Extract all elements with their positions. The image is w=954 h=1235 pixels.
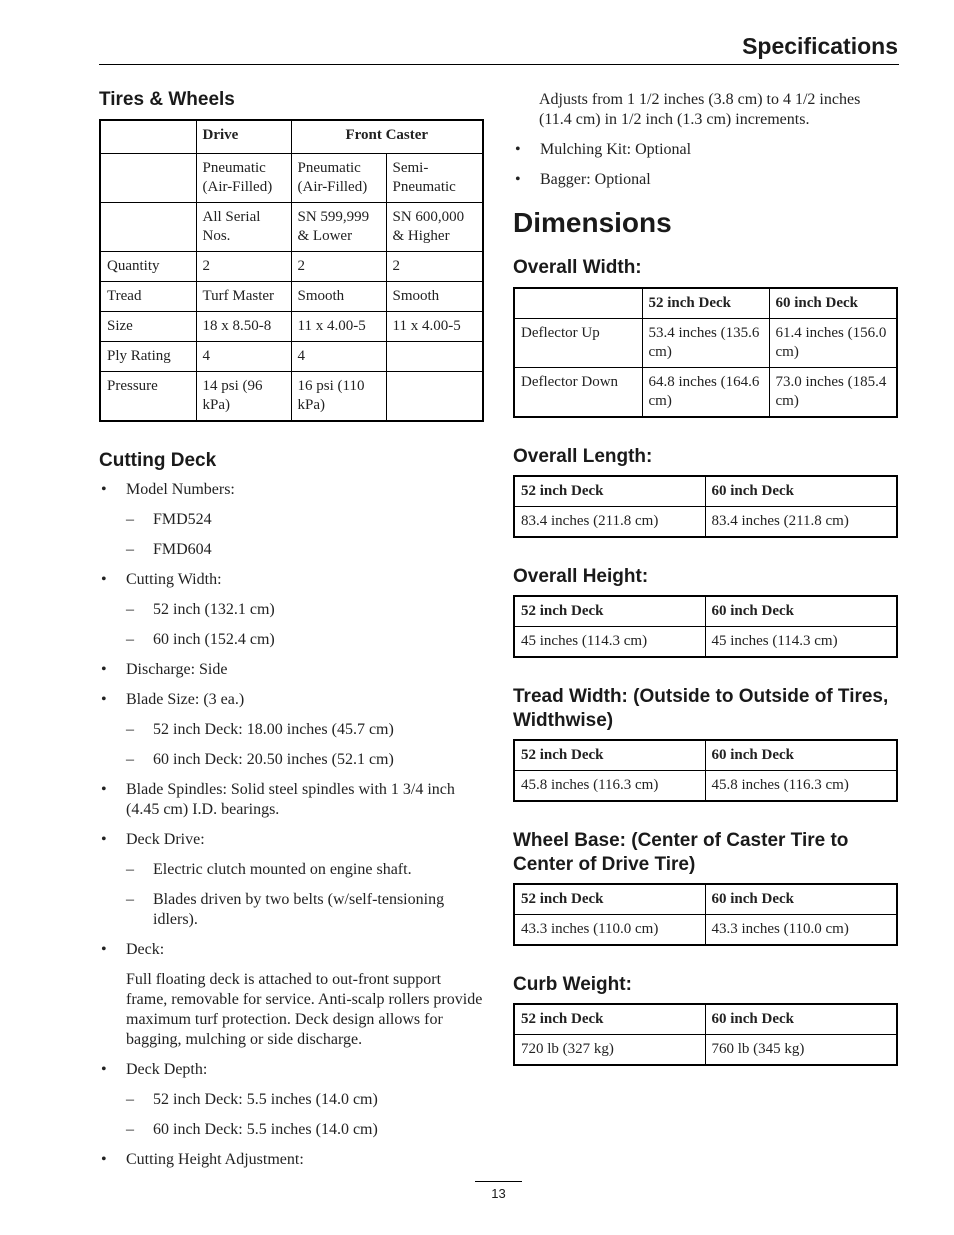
tread-width-table	[513, 739, 898, 802]
list-item: • Cutting Height Adjustment:	[99, 1150, 483, 1170]
deck-description: Full floating deck is attached to out-front support frame, removable for service. Anti-scalp rollers provide maximum turf protection. Deck design allows for bagging, mulching or side discharge.	[126, 970, 483, 1048]
table-cell: Deflector Down	[514, 368, 642, 418]
list-item-text: Deck:	[126, 940, 165, 958]
overall-length-table	[513, 475, 898, 538]
table-cell: Smooth	[291, 281, 386, 311]
left-column	[99, 88, 483, 1180]
table-row	[514, 915, 897, 946]
table-header: 52 inch Deck	[514, 476, 705, 507]
list-item	[99, 1060, 483, 1140]
cutting-height-description: Adjusts from 1 1/2 inches (3.8 cm) to 4 1/2 inches (11.4 cm) in 1/2 inch (1.3 cm) increments.	[539, 91, 861, 128]
table-cell: 61.4 inches (156.0 cm)	[769, 319, 897, 368]
list-item: – 60 inch Deck: 20.50 inches (52.1 cm)	[126, 750, 483, 770]
list-item-text: Deck Drive:	[126, 830, 205, 848]
list-item-text: Model Numbers:	[126, 480, 235, 498]
table-header: Drive	[196, 120, 291, 153]
table-cell: Pneumatic (Air-Filled)	[291, 153, 386, 202]
footer-rule	[475, 1181, 522, 1182]
sub-list	[126, 860, 483, 930]
table-cell: 64.8 inches (164.6 cm)	[642, 368, 769, 418]
list-item: – FMD604	[126, 540, 483, 560]
cutting-deck-heading: Cutting Deck	[99, 449, 217, 471]
table-cell: Size	[100, 311, 196, 341]
overall-width-table	[513, 287, 898, 418]
table-cell: 83.4 inches (211.8 cm)	[705, 507, 897, 538]
table-row	[514, 884, 897, 915]
list-item-text: Cutting Width:	[126, 570, 222, 588]
table-header: 52 inch Deck	[642, 288, 769, 319]
table-row	[514, 319, 897, 368]
sub-list	[126, 510, 483, 560]
header-rule	[99, 64, 899, 65]
table-row	[514, 288, 897, 319]
sub-list	[126, 720, 483, 770]
table-cell: 11 x 4.00-5	[386, 311, 483, 341]
table-header: Front Caster	[291, 120, 483, 153]
overall-height-table	[513, 595, 898, 658]
list-item: • Mulching Kit: Optional	[513, 140, 897, 160]
overall-length-heading: Overall Length:	[513, 446, 653, 467]
list-item: • Bagger: Optional	[513, 170, 897, 190]
table-header: 60 inch Deck	[769, 288, 897, 319]
tires-heading: Tires & Wheels	[99, 89, 235, 110]
sub-list	[126, 600, 483, 650]
curb-weight-heading: Curb Weight:	[513, 974, 632, 995]
table-cell: 43.3 inches (110.0 cm)	[705, 915, 897, 946]
wheel-base-heading: Wheel Base: (Center of Caster Tire to Center of Drive Tire)	[513, 830, 849, 875]
table-header: 60 inch Deck	[705, 1004, 897, 1035]
table-cell: Pneumatic (Air-Filled)	[196, 153, 291, 202]
right-column	[513, 90, 897, 1066]
dimensions-heading: Dimensions	[513, 207, 672, 238]
list-item: – FMD524	[126, 510, 483, 530]
list-item: • Blade Spindles: Solid steel spindles with 1 3/4 inch (4.45 cm) I.D. bearings.	[99, 780, 483, 820]
list-item: – 52 inch (132.1 cm)	[126, 600, 483, 620]
table-cell: 4	[196, 341, 291, 371]
table-header: 60 inch Deck	[705, 740, 897, 771]
tread-width-heading: Tread Width: (Outside to Outside of Tires, Widthwise)	[513, 686, 889, 731]
table-header: 60 inch Deck	[705, 476, 897, 507]
table-row	[514, 507, 897, 538]
options-list	[513, 140, 897, 190]
table-cell: Deflector Up	[514, 319, 642, 368]
sub-list	[126, 1090, 483, 1140]
table-row	[100, 311, 483, 341]
list-item	[99, 940, 483, 1050]
table-cell: 2	[386, 251, 483, 281]
list-item	[99, 480, 483, 560]
table-cell: 14 psi (96 kPa)	[196, 371, 291, 421]
table-row	[100, 153, 483, 202]
list-item	[99, 570, 483, 650]
table-cell: 45.8 inches (116.3 cm)	[514, 771, 705, 802]
table-cell: Ply Rating	[100, 341, 196, 371]
table-cell: 45 inches (114.3 cm)	[705, 627, 897, 658]
table-cell: Smooth	[386, 281, 483, 311]
list-item: – 52 inch Deck: 18.00 inches (45.7 cm)	[126, 720, 483, 740]
table-cell: 11 x 4.00-5	[291, 311, 386, 341]
cutting-deck-list	[99, 480, 483, 1170]
list-item-text: Deck Depth:	[126, 1060, 208, 1078]
table-cell	[386, 341, 483, 371]
list-item: – 52 inch Deck: 5.5 inches (14.0 cm)	[126, 1090, 483, 1110]
table-cell	[100, 153, 196, 202]
table-cell: 18 x 8.50-8	[196, 311, 291, 341]
table-cell: 45.8 inches (116.3 cm)	[705, 771, 897, 802]
list-item-text: Blade Size: (3 ea.)	[126, 690, 245, 708]
table-row	[100, 341, 483, 371]
table-cell: 45 inches (114.3 cm)	[514, 627, 705, 658]
table-row	[100, 120, 483, 153]
table-cell: 4	[291, 341, 386, 371]
table-cell: Tread	[100, 281, 196, 311]
table-cell	[100, 202, 196, 251]
table-cell: 2	[196, 251, 291, 281]
table-cell	[514, 288, 642, 319]
list-item	[99, 830, 483, 930]
table-cell	[386, 371, 483, 421]
table-header: 52 inch Deck	[514, 1004, 705, 1035]
table-cell: 720 lb (327 kg)	[514, 1035, 705, 1066]
list-item: – Electric clutch mounted on engine shaft.	[126, 860, 483, 880]
table-row	[514, 368, 897, 418]
table-cell: 73.0 inches (185.4 cm)	[769, 368, 897, 418]
list-item	[99, 690, 483, 770]
table-cell: 53.4 inches (135.6 cm)	[642, 319, 769, 368]
overall-height-heading: Overall Height:	[513, 566, 649, 587]
table-cell: Turf Master	[196, 281, 291, 311]
table-row	[514, 596, 897, 627]
table-header: 52 inch Deck	[514, 740, 705, 771]
table-row	[514, 740, 897, 771]
table-header: 52 inch Deck	[514, 884, 705, 915]
table-header: 60 inch Deck	[705, 596, 897, 627]
table-row	[514, 476, 897, 507]
table-row	[514, 1035, 897, 1066]
table-cell: 83.4 inches (211.8 cm)	[514, 507, 705, 538]
tires-table	[99, 119, 484, 422]
table-row	[100, 202, 483, 251]
table-row	[100, 371, 483, 421]
table-cell: SN 599,999 & Lower	[291, 202, 386, 251]
wheel-base-table	[513, 883, 898, 946]
curb-weight-table	[513, 1003, 898, 1066]
list-item: – 60 inch (152.4 cm)	[126, 630, 483, 650]
table-cell: 16 psi (110 kPa)	[291, 371, 386, 421]
table-cell: 2	[291, 251, 386, 281]
list-item: – 60 inch Deck: 5.5 inches (14.0 cm)	[126, 1120, 483, 1140]
table-row	[514, 771, 897, 802]
table-cell: 43.3 inches (110.0 cm)	[514, 915, 705, 946]
table-row	[100, 281, 483, 311]
table-cell: Pressure	[100, 371, 196, 421]
page-number: 13	[491, 1186, 506, 1201]
list-item: • Discharge: Side	[99, 660, 483, 680]
table-cell	[100, 120, 196, 153]
table-header: 60 inch Deck	[705, 884, 897, 915]
table-header: 52 inch Deck	[514, 596, 705, 627]
table-cell: All Serial Nos.	[196, 202, 291, 251]
table-row	[100, 251, 483, 281]
list-item: – Blades driven by two belts (w/self-tensioning idlers).	[126, 890, 483, 930]
table-cell: Quantity	[100, 251, 196, 281]
table-row	[514, 627, 897, 658]
table-cell: SN 600,000 & Higher	[386, 202, 483, 251]
page-section-title: Specifications	[742, 33, 898, 59]
table-cell: 760 lb (345 kg)	[705, 1035, 897, 1066]
table-row	[514, 1004, 897, 1035]
table-cell: Semi-Pneumatic	[386, 153, 483, 202]
overall-width-heading: Overall Width:	[513, 257, 642, 278]
